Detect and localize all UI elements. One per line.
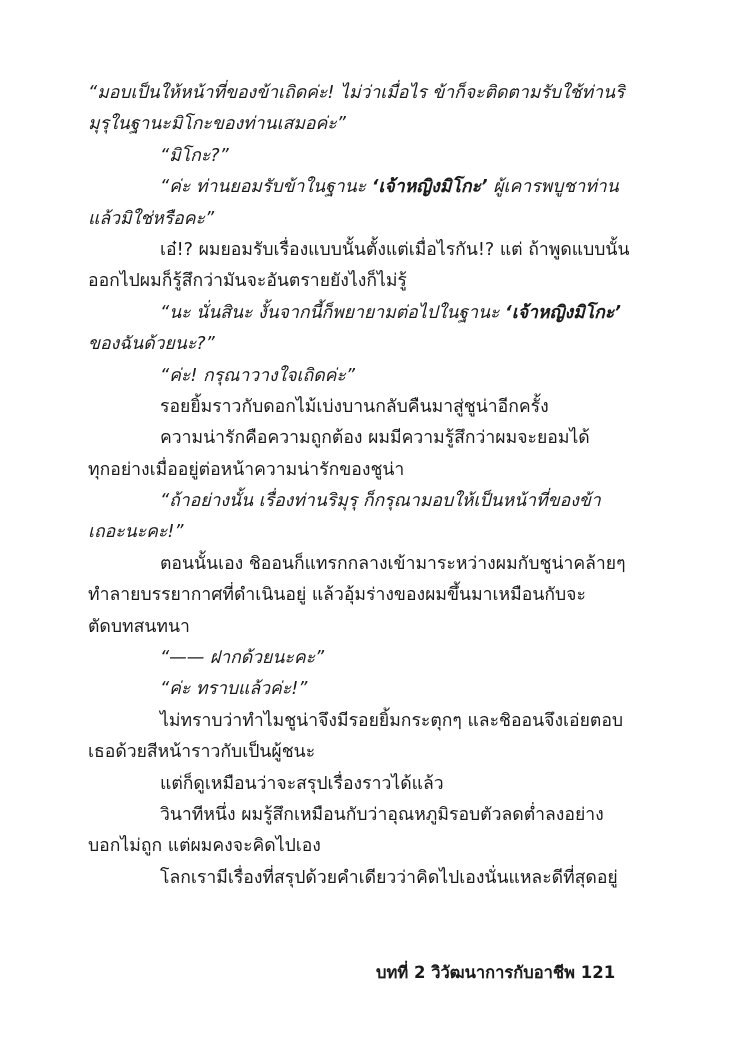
emphasis-title: ‘เจ้าหญิงมิโกะ’ bbox=[505, 302, 621, 323]
narration-line: ตัดบทสนทนา bbox=[88, 616, 190, 637]
narration-line: เอ๋!? ผมยอมรับเรื่องแบบนั้นตั้งแต่เมื่อไรกัน!? แต่ ถ้าพูดแบบนั้น bbox=[160, 239, 630, 260]
narration-line: ความน่ารักคือความถูกต้อง ผมมีความรู้สึกว่าผมจะยอมได้ bbox=[160, 428, 590, 449]
dialogue-line: “ค่ะ ทราบแล้วค่ะ!” bbox=[160, 679, 308, 700]
narration-line: แต่ก็ดูเหมือนว่าจะสรุปเรื่องราวได้แล้ว bbox=[160, 773, 444, 794]
dialogue-line: แล้วมิใช่หรือคะ” bbox=[88, 208, 215, 229]
dialogue-line: “มิโกะ?” bbox=[160, 145, 229, 166]
dialogue-line: “ค่ะ ท่านยอมรับข้าในฐานะ ‘เจ้าหญิงมิโกะ’ ผู้เคารพบูชาท่าน bbox=[160, 177, 619, 198]
narration-line: รอยยิ้มราวกับดอกไม้เบ่งบานกลับคืนมาสู่ชูน่าอีกครั้ง bbox=[160, 396, 549, 417]
dialogue-line: “—— ฝากด้วยนะคะ” bbox=[160, 648, 325, 669]
emphasis-title: ‘เจ้าหญิงมิโกะ’ bbox=[371, 177, 488, 198]
narration-line: วินาทีหนึ่ง ผมรู้สึกเหมือนกับว่าอุณหภูมิรอบตัวลดต่ำลงอย่าง bbox=[160, 804, 604, 825]
page-footer: บทที่ 2 วิวัฒนาการกับอาชีพ 121 bbox=[376, 963, 616, 982]
dialogue-line: ของฉันด้วยนะ?” bbox=[88, 334, 215, 355]
narration-line: ทำลายบรรยากาศที่ดำเนินอยู่ แล้วอุ้มร่างของผมขึ้นมาเหมือนกับจะ bbox=[88, 585, 586, 606]
dialogue-line: เถอะนะคะ!” bbox=[88, 522, 184, 543]
dialogue-line: มุรุในฐานะมิโกะของท่านเสมอค่ะ” bbox=[88, 114, 346, 135]
dialogue-line: “ค่ะ! กรุณาวางใจเถิดค่ะ” bbox=[160, 365, 355, 386]
body-text bbox=[88, 78, 656, 894]
dialogue-line: “ถ้าอย่างนั้น เรื่องท่านริมุรุ ก็กรุณามอบให้เป็นหน้าที่ของข้า bbox=[160, 491, 601, 512]
dialogue-line: “มอบเป็นให้หน้าที่ของข้าเถิดค่ะ! ไม่ว่าเมื่อไร ข้าก็จะติดตามรับใช้ท่านริ bbox=[88, 83, 625, 103]
narration-line: บอกไม่ถูก แต่ผมคงจะคิดไปเอง bbox=[88, 836, 321, 857]
narration-line: ไม่ทราบว่าทำไมชูน่าจึงมีรอยยิ้มกระตุกๆ และชิออนจึงเอ่ยตอบ bbox=[160, 710, 624, 731]
dialogue-line: “นะ นั่นสินะ งั้นจากนี้ก็พยายามต่อไปในฐานะ ‘เจ้าหญิงมิโกะ’ bbox=[160, 302, 621, 323]
narration-line: ทุกอย่างเมื่ออยู่ต่อหน้าความน่ารักของชูน่า bbox=[88, 459, 405, 480]
narration-line: ตอนนั้นเอง ชิออนก็แทรกกลางเข้ามาระหว่างผมกับชูน่าคล้ายๆ bbox=[160, 553, 626, 574]
narration-line: ออกไปผมก็รู้สึกว่ามันจะอันตรายยังไงก็ไม่รู้ bbox=[88, 271, 407, 292]
narration-line: เธอด้วยสีหน้าราวกับเป็นผู้ชนะ bbox=[88, 742, 316, 763]
narration-line: โลกเรามีเรื่องที่สรุปด้วยคำเดียวว่าคิดไปเองนั่นแหละดีที่สุดอยู่ bbox=[160, 867, 618, 888]
